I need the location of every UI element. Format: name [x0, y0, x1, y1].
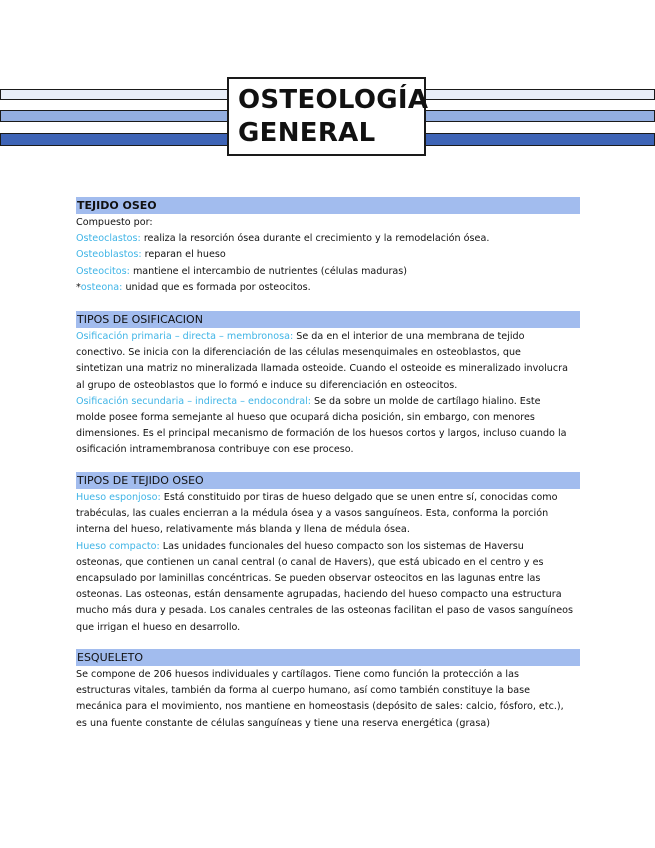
- paragraph-line: osteonas, que contienen un canal central (o canal de Havers), que está ubicado en el centro y es: [76, 556, 544, 568]
- asterisk-marker: *: [76, 281, 81, 293]
- definition-text: Está constituido por tiras de hueso delgado que se unen entre sí, conocidas como: [160, 492, 558, 503]
- paragraph-line: [76, 539, 580, 555]
- term-label: osteona:: [80, 281, 123, 293]
- paragraph-line: mecánica para el movimiento, nos mantiene en homeostasis (depósito de sales: calcio, fósforo, etc.),: [76, 701, 564, 713]
- definition-text: Las unidades funcionales del hueso compacto son los sistemas de Haversu: [159, 540, 524, 552]
- paragraph-line: interna del hueso, relativamente más blanda y llena de médula ósea.: [76, 524, 410, 536]
- term-label: Osificación secundaria – indirecta – endocondral:: [76, 395, 311, 407]
- section-header: ESQUELETO: [76, 649, 580, 666]
- section-tipos-osificacion: [76, 311, 580, 459]
- page-title-box: [227, 77, 429, 156]
- section-esqueleto: [76, 649, 580, 732]
- paragraph-line: [76, 329, 580, 345]
- term-label: Hueso esponjoso:: [76, 492, 161, 503]
- paragraph-line: osificación intramembranosa contribuye con ese proceso.: [76, 444, 354, 456]
- page-title-line-1: OSTEOLOGÍA: [238, 85, 429, 115]
- list-item: [76, 280, 580, 296]
- paragraph-line: al grupo de osteoblastos que lo formó e induce su diferenciación en osteocitos.: [76, 379, 458, 391]
- section-header: TEJIDO OSEO: [76, 197, 580, 214]
- definition-text: Se da sobre un molde de cartílago hialino. Este: [310, 395, 541, 407]
- list-item: [76, 231, 580, 247]
- paragraph-line: dimensiones. Es el principal mecanismo de formación de los huesos cortos y largos, incluso cuando la: [76, 428, 567, 440]
- term-label: Hueso compacto:: [76, 540, 160, 552]
- paragraph-line: conectivo. Se inicia con la diferenciación de las células mesenquimales en osteoblastos, que: [76, 347, 521, 359]
- paragraph-line: osteonas. Las osteonas, están densamente agrupadas, haciendo del hueso compacto una estructura: [76, 589, 562, 601]
- term-label: Osificación primaria – directa – membronosa:: [76, 331, 294, 342]
- term-label: Osteoclastos:: [76, 233, 141, 245]
- paragraph-line: estructuras vitales, también da forma al cuerpo humano, así como también constituye la base: [76, 685, 531, 697]
- paragraph-line: mucho más dura y pesada. Los canales centrales de las osteonas facilitan el paso de vasos sanguíneos: [76, 605, 573, 617]
- paragraph-line: [76, 490, 580, 506]
- section-header: TIPOS DE TEJIDO OSEO: [76, 472, 580, 489]
- list-item: [76, 247, 580, 263]
- intro-line: Compuesto por:: [76, 217, 153, 228]
- section-tipos-tejido-oseo: [76, 472, 580, 636]
- term-label: Osteocitos:: [76, 265, 130, 277]
- paragraph-line: encapsulado por laminillas concéntricas. Se pueden observar osteocitos en las lagunas entre las: [76, 573, 541, 585]
- paragraph-line: molde posee forma semejante al hueso que ocupará dicha posición, sin embargo, con menores: [76, 412, 535, 424]
- definition-text: reparan el hueso: [141, 249, 226, 261]
- definition-text: unidad que es formada por osteocitos.: [122, 281, 311, 293]
- paragraph-line: trabéculas, las cuales encierran a la médula ósea y a vasos sanguíneos. Esta, conforma la porción: [76, 508, 549, 520]
- paragraph-line: sintetizan una matriz no mineralizada llamada osteoide. Cuando el osteoide es mineralizado involucra: [76, 363, 568, 375]
- term-label: Osteoblastos:: [76, 249, 142, 261]
- paragraph-line: es una fuente constante de células sanguíneas y tiene una reserva energética (grasa): [76, 717, 490, 729]
- section-tejido-oseo: [76, 197, 580, 296]
- paragraph-line: que irrigan el hueso en desarrollo.: [76, 621, 241, 633]
- page-title-line-2: GENERAL: [238, 118, 376, 148]
- section-header: TIPOS DE OSIFICACION: [76, 311, 580, 328]
- paragraph-line: Se compone de 206 huesos individuales y cartílagos. Tiene como función la protección a las: [76, 669, 519, 680]
- definition-text: realiza la resorción ósea durante el crecimiento y la remodelación ósea.: [140, 233, 490, 245]
- definition-text: Se da en el interior de una membrana de tejido: [293, 331, 525, 342]
- paragraph-line: [76, 394, 580, 410]
- definition-text: mantiene el intercambio de nutrientes (células maduras): [129, 265, 408, 277]
- list-item: [76, 264, 580, 280]
